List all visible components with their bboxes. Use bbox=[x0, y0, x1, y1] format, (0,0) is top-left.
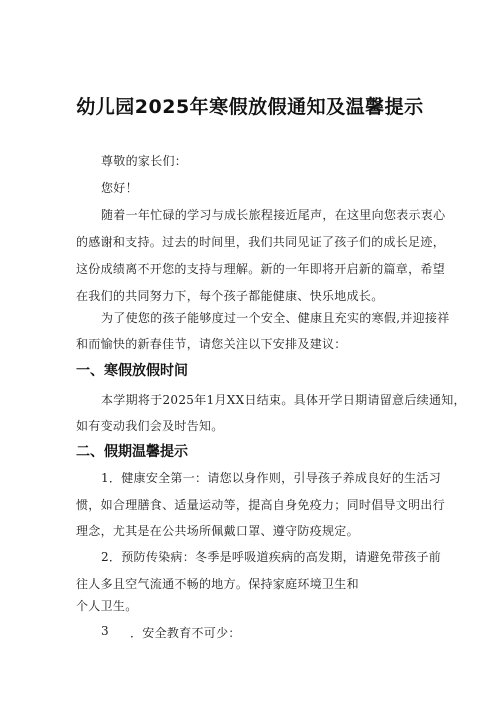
greeting: 尊敬的家长们： bbox=[101, 154, 188, 168]
intro-p1-line-3: 这份成绩离不开您的支持与理解。新的一年即将开启新的篇章，希望 bbox=[76, 262, 446, 276]
item1-line-3: 理念，尤其是在公共场所佩戴口罩、遵守防疫规定。 bbox=[76, 524, 359, 538]
intro-p2-line-2: 和而愉快的新春佳节，请您关注以下安排及建议： bbox=[76, 337, 347, 351]
item1-line-2: 惯，如合理膳食、适量运动等，提高自身免疫力；同时倡导文明出行 bbox=[76, 498, 446, 512]
item3-number: 3 bbox=[101, 624, 109, 638]
intro-p2-line-1: 为了使您的孩子能够度过一个安全、健康且充实的寒假,并迎接祥 bbox=[101, 311, 450, 325]
section1-line-2: 如有变动我们会及时告知。 bbox=[76, 419, 224, 433]
section1-heading: 一、寒假放假时间 bbox=[76, 363, 188, 379]
item2-line-3: 个人卫生。 bbox=[76, 599, 138, 613]
item3-text: ．安全教育不可少： bbox=[130, 626, 241, 640]
item1-line-1: 1．健康安全第一：请您以身作则，引导孩子养成良好的生活习 bbox=[101, 471, 442, 485]
intro-p1-line-4: 在我们的共同努力下，每个孩子都能健康、快乐地成长。 bbox=[76, 289, 384, 303]
item2-line-2: 往人多且空气流通不畅的地方。保持家庭环境卫生和 bbox=[76, 577, 359, 591]
item2-line-1: 2．预防传染病：冬季是呼吸道疾病的高发期，请避免带孩子前 bbox=[101, 550, 442, 564]
section1-line-1: 本学期将于2025年1月XX日结束。具体开学日期请留意后续通知， bbox=[101, 393, 466, 407]
document-title: 幼儿园2025年寒假放假通知及温馨提示 bbox=[76, 96, 424, 118]
section2-heading: 二、假期温馨提示 bbox=[76, 444, 188, 460]
hello-line: 您好！ bbox=[101, 181, 138, 195]
intro-p1-line-1: 随着一年忙碌的学习与成长旅程接近尾声，在这里向您表示衷心 bbox=[101, 208, 446, 222]
intro-p1-line-2: 的感谢和支持。过去的时间里，我们共同见证了孩子们的成长足迹， bbox=[76, 235, 446, 249]
